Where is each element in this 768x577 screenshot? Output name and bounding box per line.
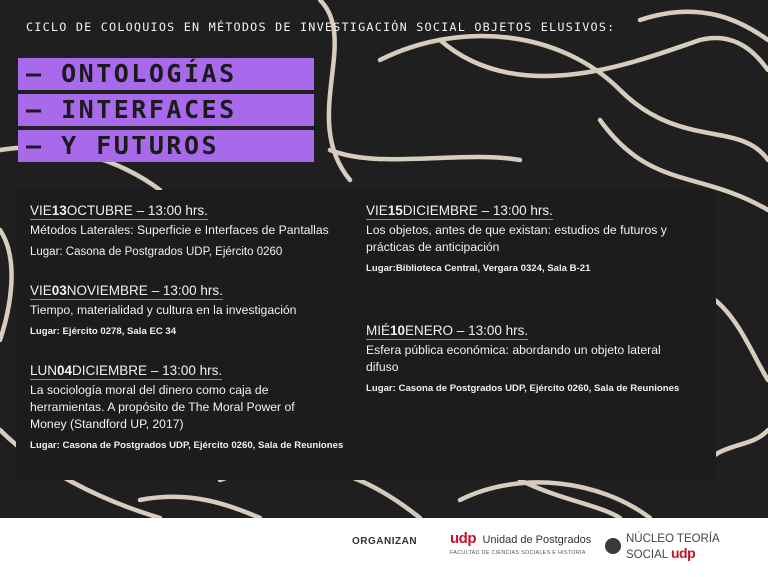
event-title: Tiempo, materialidad y cultura en la investigación [30,303,297,317]
udp-wordmark: udp [450,530,476,547]
nucleo-dot-icon [605,538,621,554]
event-item [30,362,360,451]
event-date: MIÉ10ENERO – 13:00 hrs. [366,323,529,338]
event-title: Los objetos, antes de que existan: estudios de futuros y prácticas de anticipación [366,223,667,254]
event-place: Lugar:Biblioteca Central, Vergara 0324, Sala B-21 [366,263,591,274]
event-title: Esfera pública económica: abordando un objeto lateral difuso [366,343,661,374]
event-item [366,322,706,394]
udp-postgrados-logo [450,530,591,556]
event-place: Lugar: Casona de Postgrados UDP, Ejército 0260, Sala de Reuniones [30,440,344,451]
udp-faculty-name: FACULTAD DE CIENCIAS SOCIALES E HISTORIA [450,550,586,556]
event-item [30,282,360,337]
event-date: VIE13OCTUBRE – 13:00 hrs. [30,203,208,218]
nucleo-line-2: SOCIAL [626,549,668,561]
series-title: CICLO DE COLOQUIOS EN MÉTODOS DE INVESTIGACIÓN SOCIAL OBJETOS ELUSIVOS: [26,20,616,34]
udp-unit-name: Unidad de Postgrados [482,534,592,546]
event-title: La sociología moral del dinero como caja de herramientas. A propósito de The Moral Power of Money (Standford UP, 2017) [30,383,295,431]
nucleo-udp-wordmark: udp [670,545,696,561]
events-panel [16,190,716,480]
event-place: Lugar: Casona de Postgrados UDP, Ejército 0260 [30,246,283,258]
event-item [30,202,360,258]
event-date: LUN04DICIEMBRE – 13:00 hrs. [30,363,223,378]
event-item [366,202,706,274]
nucleo-line-1: NÚCLEO TEORÍA [626,533,720,545]
title-line-futuros: — Y FUTUROS [18,130,314,162]
event-place: Lugar: Ejército 0278, Sala EC 34 [30,326,177,337]
event-title: Métodos Laterales: Superficie e Interfaces de Pantallas [30,223,329,237]
event-date: VIE15DICIEMBRE – 13:00 hrs. [366,203,553,218]
event-date: VIE03NOVIEMBRE – 13:00 hrs. [30,283,223,298]
title-line-interfaces: — INTERFACES [18,94,314,126]
title-line-ontologias: — ONTOLOGÍAS [18,58,314,90]
footer [0,518,768,577]
organizan-label: ORGANIZAN [352,536,418,547]
event-place: Lugar: Casona de Postgrados UDP, Ejército 0260, Sala de Reuniones [366,383,680,394]
